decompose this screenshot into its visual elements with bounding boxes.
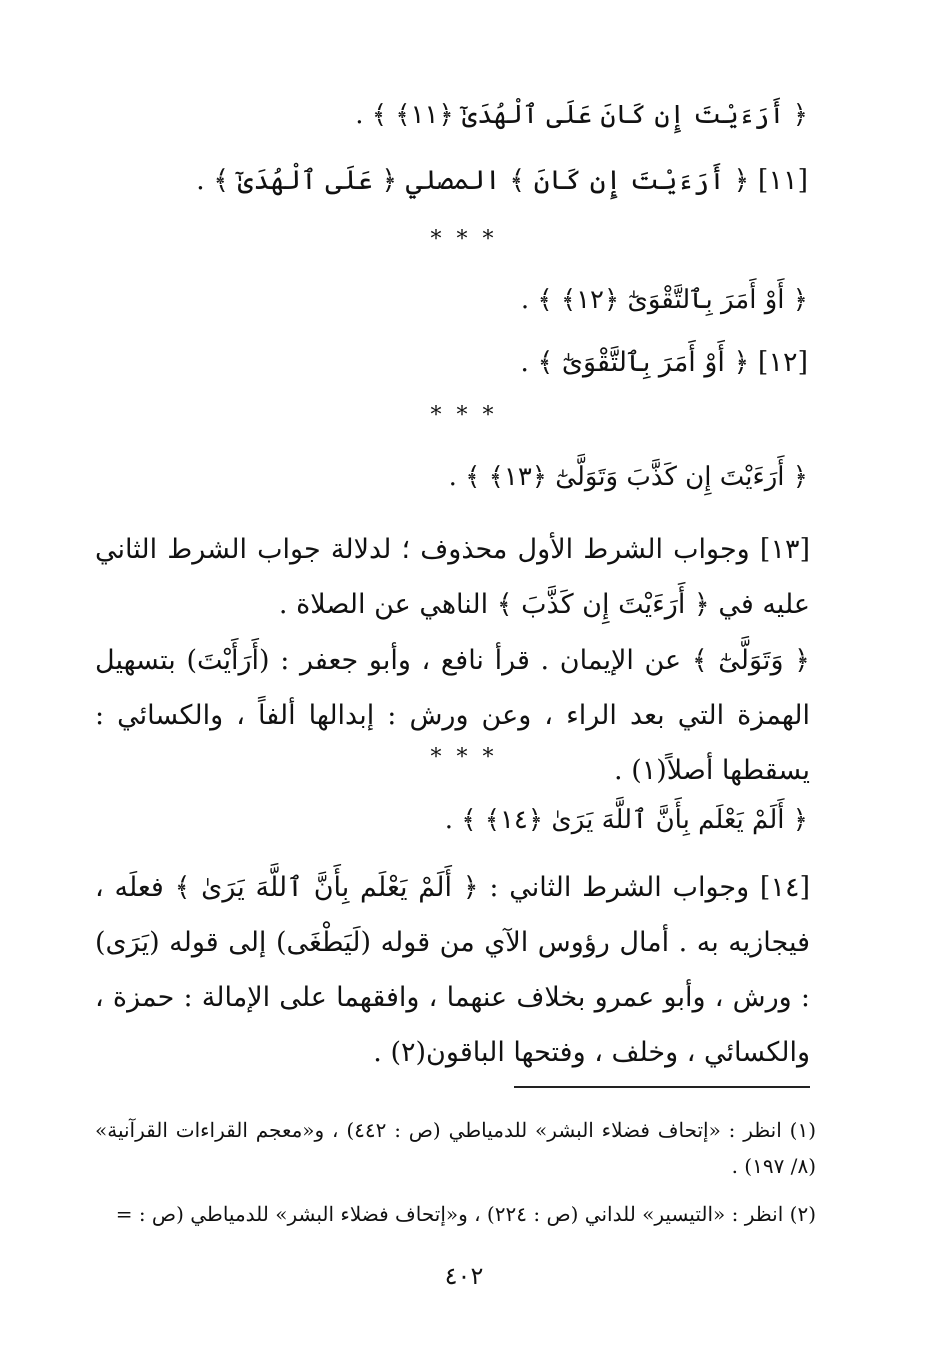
page-number: ٤٠٢ [444, 1262, 484, 1290]
section-separator: * * * [430, 745, 498, 770]
commentary-13-paragraph-2: ﴿ وَتَوَلَّىٰٓ ﴾ عن الإيمان . قرأ نافع ، وأبو جعفر : (أَرَأَيْتَ) بتسهيل الهمزة التي بعد الراء ، وعن ورش : إبدالها ألفاً ، والكسائي : يسقطها أصلاً(١) . [95, 645, 810, 786]
footnote-divider [514, 1086, 810, 1088]
footnote-1: (١) انظر : «إتحاف فضلاء البشر» للدمياطي (ص : ٤٤٢) ، و«معجم القراءات القرآنية» (٨/ ١٩٧) . [95, 1118, 816, 1178]
commentary-13-paragraph-1: [١٣] وجواب الشرط الأول محذوف ؛ لدلالة جواب الشرط الثاني عليه في ﴿ أَرَءَيْتَ إِن كَذَّبَ ﴾ الناهي عن الصلاة . [95, 534, 810, 620]
commentary-11: [١١] ﴿ أَرَءَيْتَ إِن كَانَ ﴾ المصلي ﴿ عَلَى ٱلْهُدَىٰٓ ﴾ . [196, 165, 808, 196]
ayah-11: ﴿ أَرَءَيْتَ إِن كَانَ عَلَى ٱلْهُدَىٰٓ ﴿١١﴾ ﴾ . [355, 100, 808, 130]
section-separator: * * * [430, 403, 498, 428]
ayah-12: ﴿ أَوْ أَمَرَ بِٱلتَّقْوَىٰٓ ﴿١٢﴾ ﴾ . [520, 285, 808, 315]
ayah-14: ﴿ أَلَمْ يَعْلَم بِأَنَّ ٱللَّهَ يَرَىٰ ﴿١٤﴾ ﴾ . [444, 805, 808, 835]
footnote-2: (٢) انظر : «التيسير» للداني (ص : ٢٢٤) ، و«إتحاف فضلاء البشر» للدمياطي (ص : = [115, 1202, 816, 1226]
ayah-13: ﴿ أَرَءَيْتَ إِن كَذَّبَ وَتَوَلَّىٰٓ ﴿١٣﴾ ﴾ . [448, 462, 808, 492]
section-separator: * * * [430, 227, 498, 252]
commentary-14-paragraph: [١٤] وجواب الشرط الثاني : ﴿ أَلَمْ يَعْلَم بِأَنَّ ٱللَّهَ يَرَىٰ ﴾ فعلَه ، فيجازيه به . أمال رؤوس الآي من قوله (لَيَطْغَى) إلى قوله (يَرَى) : ورش ، وأبو عمرو بخلاف عنهما ، وافقهما على الإمالة : حمزة ، والكسائي ، وخلف ، وفتحها الباقون(٢) . [95, 872, 810, 1068]
commentary-12: [١٢] ﴿ أَوْ أَمَرَ بِٱلتَّقْوَىٰٓ ﴾ . [520, 347, 808, 378]
